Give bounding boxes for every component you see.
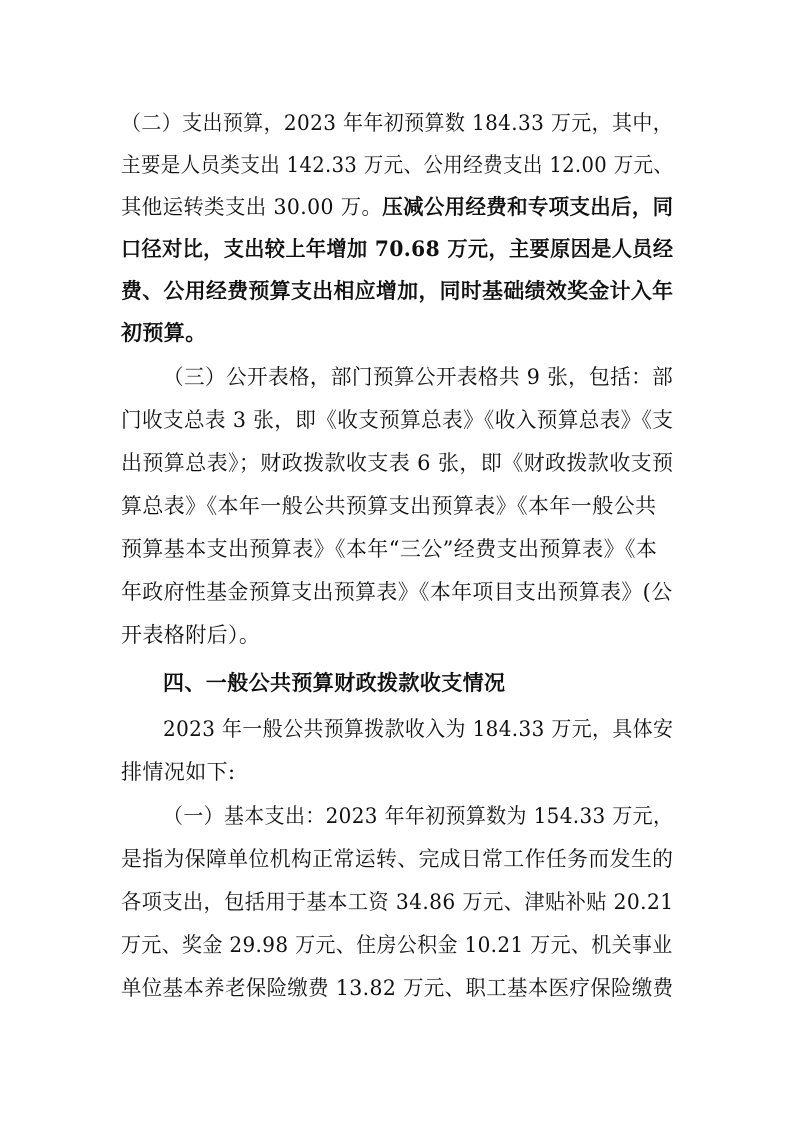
text-line: 各项支出，包括用于基本工资 34.86 万元、津贴补贴 20.21 [121,890,674,914]
text-line: 预算基本支出预算表》《本年“三公”经费支出预算表》《本 [121,537,658,561]
text-line: 算总表》《本年一般公共预算支出预算表》《本年一般公共 [121,494,657,518]
text-line: 门收支总表 3 张，即《收支预算总表》《收入预算总表》《支 [121,408,674,432]
text-line: 出预算总表》；财政拨款收支表 6 张，即《财政拨款收支预 [121,451,674,475]
text-line [121,192,673,222]
text-line: （三）公开表格，部门预算公开表格共 9 张，包括：部 [163,365,674,389]
text-line: 单位基本养老保险缴费 13.82 万元、职工基本医疗保险缴费 [121,976,674,1000]
text-line: 主要是人员类支出 142.33 万元、公用经费支出 12.00 万元、 [121,153,674,177]
text-line: 2023 年一般公共预算拨款收入为 184.33 万元，具体安 [163,717,674,741]
section-heading: 四、一般公共预算财政拨款收支情况 [163,671,506,695]
text-line: 年政府性基金预算支出预算表》《本年项目支出预算表》(公 [121,580,673,604]
text-line: 是指为保障单位机构正常运转、完成日常工作任务而发生的 [121,847,674,871]
bold-text-segment: 压减公用经费和专项支出后，同 [382,194,674,219]
bold-text-line: 口径对比，支出较上年增加 70.68 万元，主要原因是人员经 [121,236,674,261]
text-segment: 其他运转类支出 30.00 万。 [121,195,383,219]
bold-text-line: 初预算。 [121,320,207,345]
text-line: 开表格附后）。 [121,623,261,647]
text-line: 万元、奖金 29.98 万元、住房公积金 10.21 万元、机关事业 [121,933,673,957]
text-line: （二）支出预算，2023 年年初预算数 184.33 万元，其中， [121,111,674,135]
text-line: 排情况如下: [121,760,236,784]
text-line: （一）基本支出：2023 年年初预算数为 154.33 万元， [163,804,674,828]
bold-text-line: 费、公用经费预算支出相应增加，同时基础绩效奖金计入年 [121,278,674,303]
